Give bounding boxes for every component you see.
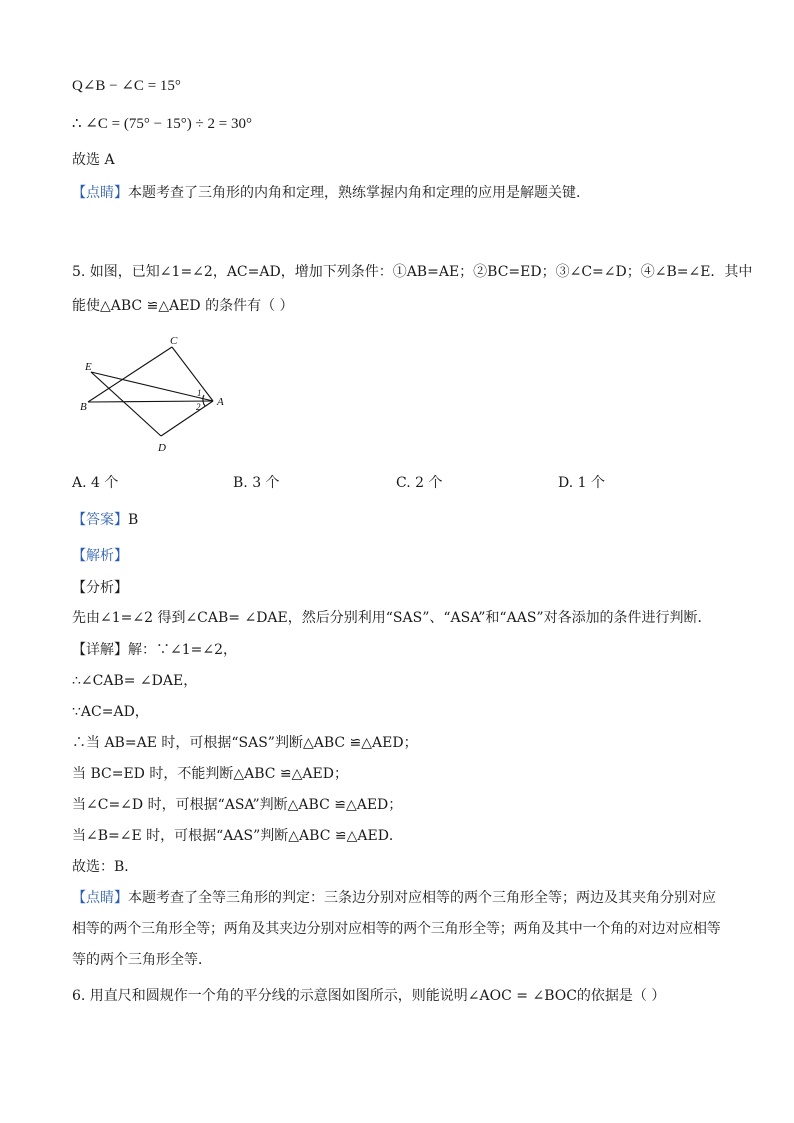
choice-a: 故选 A <box>72 152 115 168</box>
segment-ba <box>88 401 213 402</box>
angle-1-label: 1 <box>197 388 202 398</box>
q5-stem-line-1: 5. 如图，已知∠1=∠2，AC=AD，增加下列条件：①AB=AE；②BC=ED；③∠C=∠D；④∠B=∠E．其中 <box>72 264 753 280</box>
option-c: C. 2 个 <box>396 475 443 491</box>
tip-text: 本题考查了三角形的内角和定理，熟练掌握内角和定理的应用是解题关键. <box>128 185 581 201</box>
q5-stem-line-2: 能使△ABC ≌△AED 的条件有（ ） <box>72 298 294 314</box>
equation-angle-difference: Q∠B − ∠C = 15° <box>72 78 181 94</box>
answer-line <box>72 510 138 530</box>
option-b: B. 3 个 <box>233 475 280 491</box>
vertex-a-label: A <box>217 396 224 408</box>
conclusion-line: 故选：B． <box>72 859 139 875</box>
fenxi-tag: 【分析】 <box>72 580 128 596</box>
detail-line-6: 当∠C=∠D 时，可根据“ASA”判断△ABC ≌△AED； <box>72 797 403 813</box>
detail-line-4: ∴当 AB=AE 时，可根据“SAS”判断△ABC ≌△AED； <box>72 735 418 751</box>
fenxi-text: 先由∠1=∠2 得到∠CAB= ∠DAE，然后分别利用“SAS”、“ASA”和“AAS”对各添加的条件进行判断． <box>72 610 712 626</box>
tip-tag-2: 【点睛】 <box>72 890 128 906</box>
tip-paragraph-2-line-2: 相等的两个三角形全等；两角及其夹边分别对应相等的两个三角形全等；两角及其中一个角的对边对应相等 <box>72 921 721 937</box>
option-d: D. 1 个 <box>558 475 605 491</box>
vertex-c-label: C <box>170 335 178 347</box>
angle-2-label: 2 <box>196 402 201 412</box>
vertex-b-label: B <box>80 401 87 413</box>
answer-tag: 【答案】 <box>72 512 128 528</box>
detail-line-1: 【详解】解：∵∠1=∠2， <box>72 642 238 658</box>
equation-angle-c: ∴ ∠C = (75° − 15°) ÷ 2 = 30° <box>72 116 252 132</box>
tip-paragraph-2-line-3: 等的两个三角形全等． <box>72 952 212 968</box>
q5-geometry-figure <box>72 334 242 456</box>
vertex-e-label: E <box>85 361 92 373</box>
detail-line-2: ∴∠CAB= ∠DAE， <box>72 673 198 689</box>
detail-line-3: ∵AC=AD， <box>72 704 149 720</box>
tip-paragraph-1 <box>72 183 580 203</box>
segment-ed <box>91 372 161 436</box>
detail-line-7: 当∠B=∠E 时，可根据“AAS”判断△ABC ≌△AED． <box>72 828 403 844</box>
segment-da <box>161 401 213 436</box>
triangle-diagram <box>72 334 242 456</box>
tip-tag: 【点睛】 <box>72 185 128 201</box>
angle-1-arc <box>203 395 204 401</box>
detail-line-5: 当 BC=ED 时，不能判断△ABC ≌△AED； <box>72 766 348 782</box>
tip-paragraph-2-line-1: 【点睛】本题考查了全等三角形的判定：三条边分别对应相等的两个三角形全等；两边及其夹角分别对应 <box>72 890 716 906</box>
answer-value: B <box>128 512 139 528</box>
q6-stem: 6. 用直尺和圆规作一个角的平分线的示意图如图所示，则能说明∠AOC = ∠BOC的依据是（ ） <box>72 988 666 1004</box>
analysis-tag: 【解析】 <box>72 548 128 564</box>
detail-tag: 【详解】 <box>72 642 128 658</box>
angle-2-arc <box>203 401 205 406</box>
option-a: A. 4 个 <box>72 475 119 491</box>
vertex-d-label: D <box>158 442 166 454</box>
